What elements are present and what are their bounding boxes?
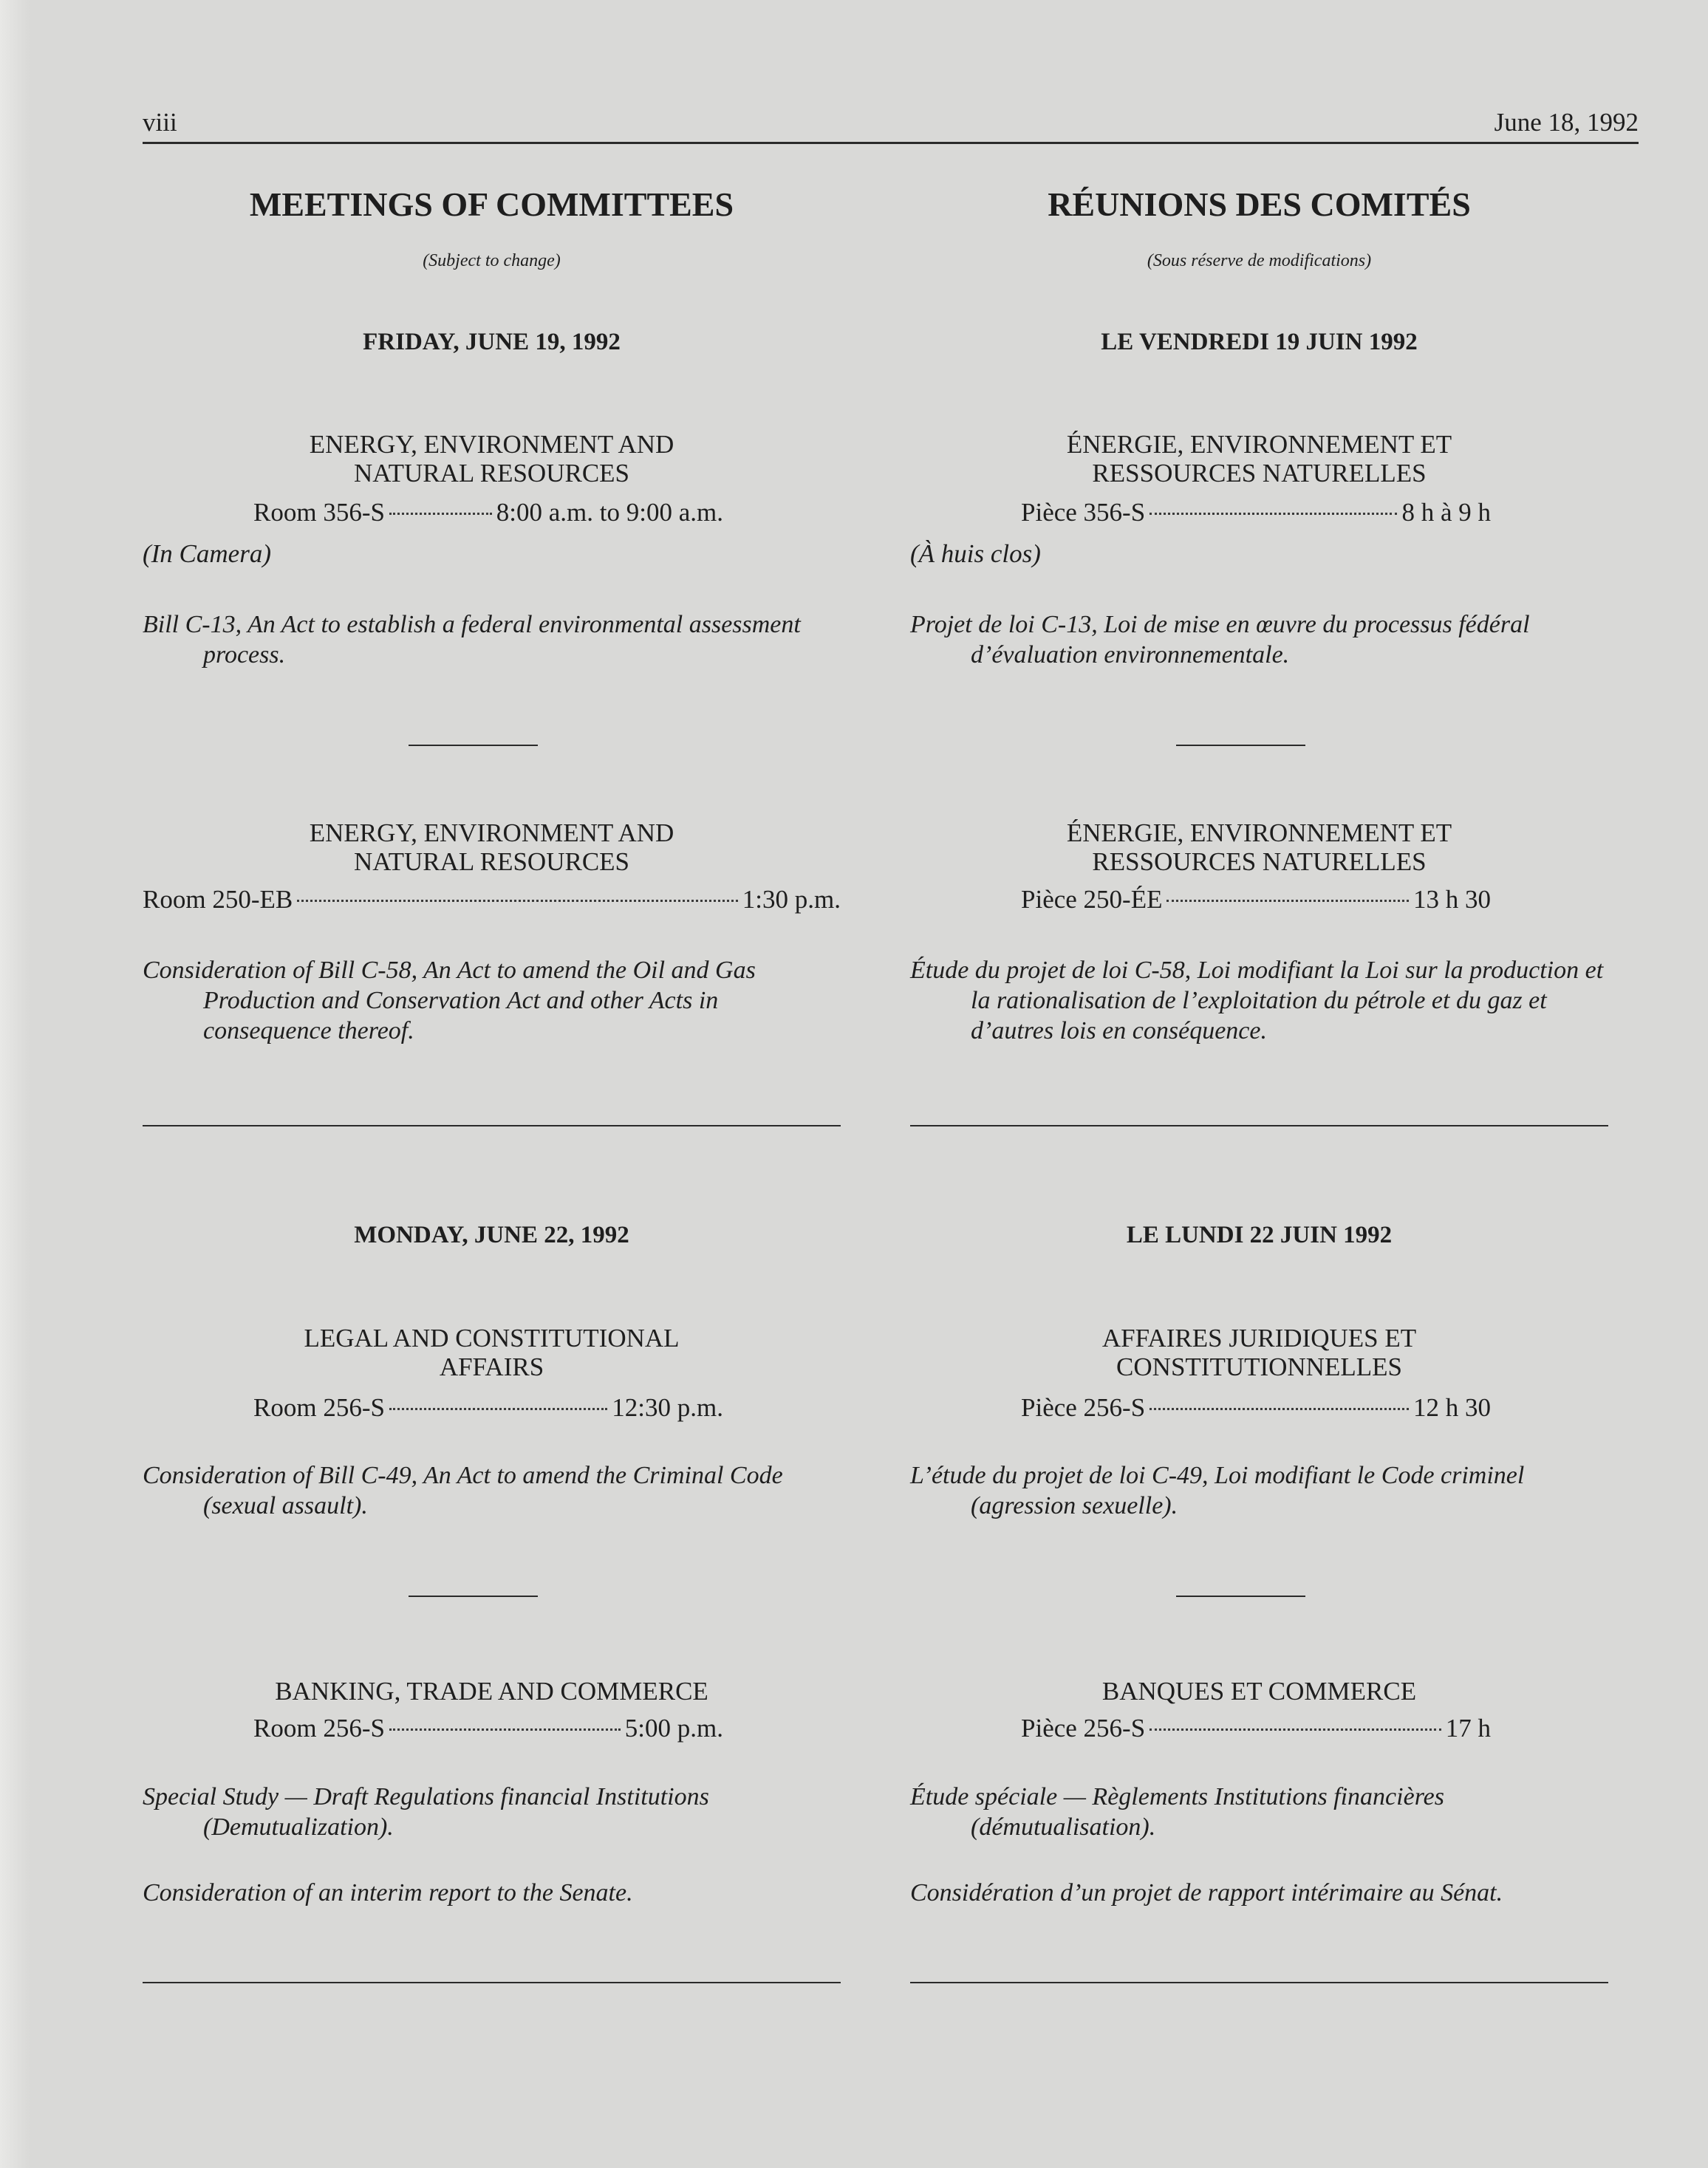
day-heading-friday: LE VENDREDI 19 JUIN 1992: [1101, 329, 1418, 355]
committee-name: [143, 818, 841, 876]
column-subtitle: (Sous réserve de modifications): [1147, 251, 1372, 270]
separator-short: [1176, 745, 1305, 746]
column-subtitle: (Subject to change): [423, 251, 561, 270]
room-time-line: [1021, 1393, 1491, 1423]
committee-name-line: LEGAL AND CONSTITUTIONAL: [304, 1324, 680, 1353]
room-time-line: [253, 1393, 723, 1423]
dot-leader: [1150, 1408, 1409, 1410]
meeting-description: Bill C-13, An Act to establish a federal environmental assessment process.: [143, 611, 801, 668]
day-heading-friday: FRIDAY, JUNE 19, 1992: [363, 329, 621, 355]
meeting-time: 1:30 p.m.: [742, 885, 841, 914]
committee-name-line: RESSOURCES NATURELLES: [1092, 847, 1427, 876]
committee-name: [910, 430, 1608, 488]
separator-short: [409, 1596, 538, 1597]
committee-name: [910, 1677, 1608, 1706]
header-date: June 18, 1992: [1494, 108, 1639, 137]
page-number: viii: [143, 108, 177, 137]
committee-name-line: NATURAL RESOURCES: [353, 459, 630, 488]
room-label: Pièce 256-S: [1021, 1393, 1146, 1422]
meeting-time: 12:30 p.m.: [612, 1393, 723, 1422]
room-label: Pièce 250-ÉE: [1021, 885, 1163, 914]
meeting-description: Étude spéciale — Règlements Institutions financières (démutualisation).: [910, 1783, 1444, 1841]
separator-long: [143, 1982, 841, 1983]
dot-leader: [1166, 900, 1409, 902]
meeting-note: (In Camera): [143, 539, 271, 568]
separator-long: [910, 1982, 1608, 1983]
separator-short: [1176, 1596, 1305, 1597]
committee-name: [910, 818, 1608, 876]
meeting-time: 17 h: [1445, 1714, 1491, 1743]
committee-name-line: AFFAIRS: [439, 1353, 544, 1381]
room-time-line: [253, 498, 723, 527]
room-time-line: [1021, 498, 1491, 527]
meeting-time: 5:00 p.m.: [624, 1714, 723, 1743]
committee-name-line: ÉNERGIE, ENVIRONNEMENT ET: [1066, 430, 1452, 459]
meeting-note: (À huis clos): [910, 539, 1041, 568]
meeting-description: Considération d’un projet de rapport intérimaire au Sénat.: [910, 1879, 1503, 1907]
committee-name-line: BANQUES ET COMMERCE: [1101, 1677, 1417, 1706]
room-label: Room 356-S: [253, 498, 385, 527]
room-time-line: [253, 1714, 723, 1743]
room-time-line: [143, 885, 841, 914]
meeting-description: Consideration of an interim report to the Senate.: [143, 1879, 633, 1907]
room-label: Room 256-S: [253, 1393, 385, 1422]
room-label: Pièce 256-S: [1021, 1714, 1146, 1743]
meeting-description: L’étude du projet de loi C-49, Loi modifiant le Code criminel (agression sexuelle).: [910, 1462, 1525, 1519]
dot-leader: [1150, 1728, 1441, 1731]
committee-name-line: CONSTITUTIONNELLES: [1116, 1353, 1402, 1381]
meeting-description: Consideration of Bill C-49, An Act to amend the Criminal Code (sexual assault).: [143, 1462, 783, 1519]
meeting-time: 13 h 30: [1413, 885, 1491, 914]
committee-name: [143, 1677, 841, 1706]
meeting-description: Étude du projet de loi C-58, Loi modifiant la Loi sur la production et la rationalisation de l’exploitation du pétrole et du gaz et d’autres lois en conséquence.: [910, 957, 1604, 1044]
separator-long: [143, 1125, 841, 1126]
room-label: Room 250-EB: [143, 885, 293, 914]
column-title: RÉUNIONS DES COMITÉS: [1048, 185, 1471, 223]
committee-name: [910, 1324, 1608, 1381]
committee-name-line: ENERGY, ENVIRONMENT AND: [309, 818, 674, 847]
room-label: Pièce 356-S: [1021, 498, 1146, 527]
dot-leader: [389, 1408, 607, 1410]
meeting-description: Consideration of Bill C-58, An Act to amend the Oil and Gas Production and Conservation Act and other Acts in consequence thereof.: [143, 957, 756, 1044]
meeting-description: Projet de loi C-13, Loi de mise en œuvre du processus fédéral d’évaluation environnementale.: [910, 611, 1530, 668]
dot-leader: [297, 900, 738, 902]
separator-long: [910, 1125, 1608, 1126]
committee-name-line: NATURAL RESOURCES: [353, 847, 630, 876]
committee-name-line: BANKING, TRADE AND COMMERCE: [275, 1677, 708, 1706]
dot-leader: [389, 513, 492, 515]
meeting-time: 12 h 30: [1413, 1393, 1491, 1422]
day-heading-monday: MONDAY, JUNE 22, 1992: [354, 1222, 629, 1248]
committee-name-line: AFFAIRES JURIDIQUES ET: [1101, 1324, 1417, 1353]
committee-name-line: RESSOURCES NATURELLES: [1092, 459, 1427, 488]
room-time-line: [1021, 1714, 1491, 1743]
committee-name-line: ÉNERGIE, ENVIRONNEMENT ET: [1066, 818, 1452, 847]
day-heading-monday: LE LUNDI 22 JUIN 1992: [1126, 1222, 1393, 1248]
committee-name: [143, 1324, 841, 1381]
header-rule: [143, 142, 1639, 144]
dot-leader: [389, 1728, 621, 1731]
room-time-line: [1021, 885, 1491, 914]
page-edge-shadow: [0, 0, 30, 2168]
committee-name-line: ENERGY, ENVIRONMENT AND: [309, 430, 674, 459]
dot-leader: [1150, 513, 1397, 515]
meeting-time: 8 h à 9 h: [1401, 498, 1491, 527]
room-label: Room 256-S: [253, 1714, 385, 1743]
separator-short: [409, 745, 538, 746]
meeting-description: Special Study — Draft Regulations financial Institutions (Demutualization).: [143, 1783, 709, 1841]
column-title: MEETINGS OF COMMITTEES: [249, 185, 734, 223]
committee-name: [143, 430, 841, 488]
meeting-time: 8:00 a.m. to 9:00 a.m.: [496, 498, 723, 527]
